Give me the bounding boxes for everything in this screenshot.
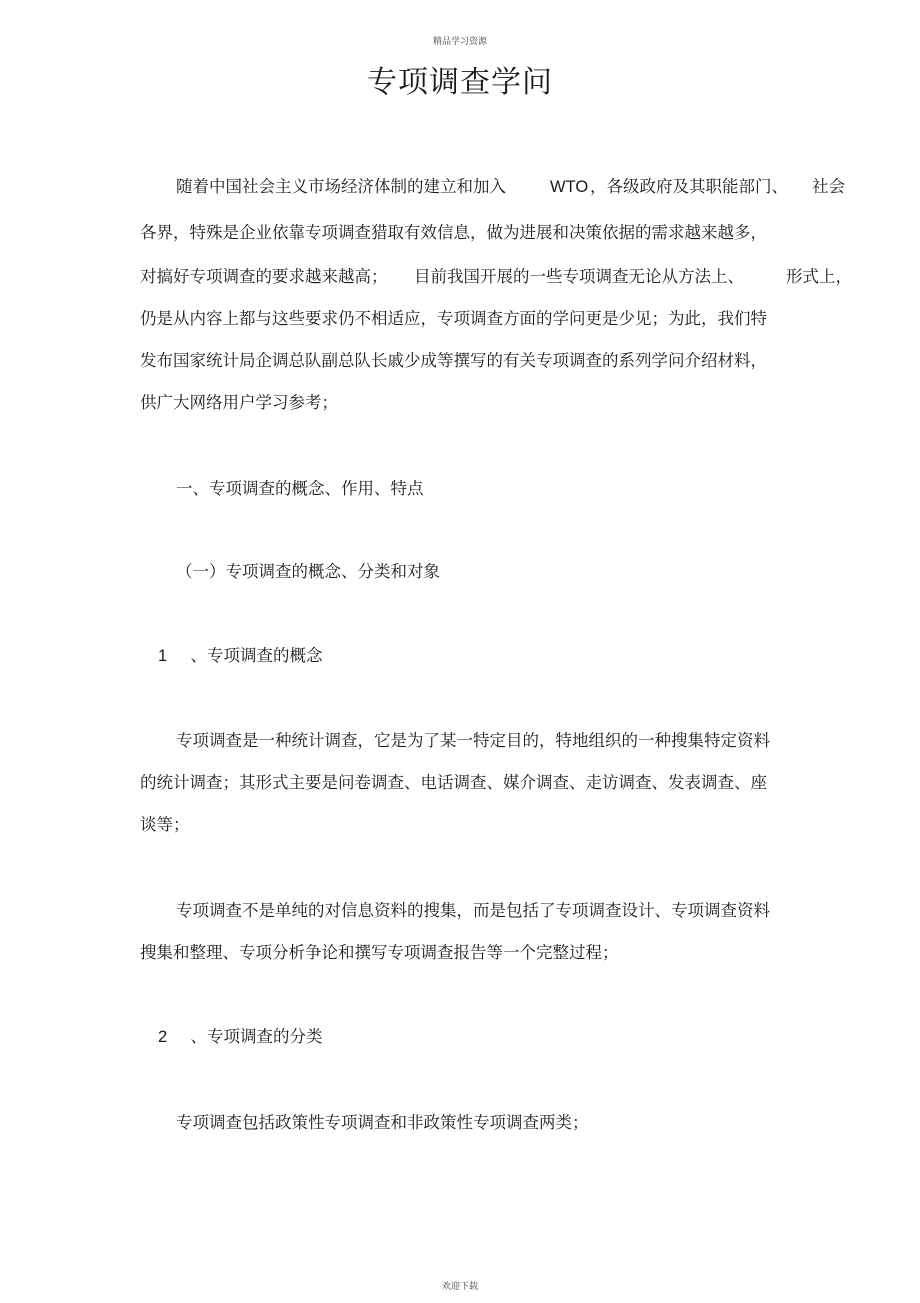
paragraph-line: 搜集和整理、专项分析争论和撰写专项调查报告等一个完整过程； [140, 943, 619, 962]
intro-line [176, 177, 506, 197]
paragraph-line: 专项调查不是单纯的对信息资料的搜集，而是包括了专项调查设计、专项调查资料 [176, 901, 770, 920]
intro-line: 发布国家统计局企调总队副总队长戚少成等撰写的有关专项调查的系列学问介绍材料， [140, 351, 767, 370]
section-heading: 一、专项调查的概念、作用、特点 [176, 479, 424, 498]
item-label: 、专项调查的概念 [190, 646, 323, 665]
intro-line [812, 177, 845, 197]
paragraph-line: 的统计调查；其形式主要是问卷调查、电话调查、媒介调查、走访调查、发表调查、座 [140, 773, 767, 792]
intro-line [140, 267, 388, 287]
intro-line [590, 177, 788, 197]
item-heading [158, 646, 322, 666]
paragraph-line: 谈等； [140, 815, 190, 834]
intro-line [786, 267, 852, 287]
paragraph-line: 专项调查是一种统计调查，它是为了某一特定目的，特地组织的一种搜集特定资料 [176, 731, 770, 750]
item-number: 1 [158, 647, 168, 665]
page-footer: 欢迎下载 [441, 1282, 478, 1292]
item-number: 2 [158, 1028, 168, 1046]
text-run: ，各级政府及其职能部门、 [590, 177, 788, 196]
text-run: 目前我国开展的一些专项调查无论从方法上、 [414, 267, 744, 286]
text-run: 随着中国社会主义市场经济体制的建立和加入 [176, 177, 506, 196]
subsection-heading: （一）专项调查的概念、分类和对象 [176, 562, 440, 581]
text-run: 形式上， [786, 267, 852, 286]
intro-line: 供广大网络用户学习参考； [140, 393, 338, 412]
text-run: WTO [550, 178, 589, 196]
item-heading [158, 1027, 322, 1047]
text-run: 对搞好专项调查的要求越来越高； [140, 267, 388, 286]
intro-line [550, 177, 588, 197]
page-header: 精品学习资源 [432, 37, 487, 47]
item-label: 、专项调查的分类 [190, 1027, 323, 1046]
text-run: 社会 [812, 177, 845, 196]
document-title: 专项调查学问 [367, 65, 553, 100]
intro-line [414, 267, 744, 287]
intro-line: 仍是从内容上都与这些要求仍不相适应，专项调查方面的学问更是少见；为此，我们特 [140, 309, 767, 328]
intro-line: 各界，特殊是企业依靠专项调查猎取有效信息，做为进展和决策依据的需求越来越多， [140, 223, 767, 242]
paragraph-line: 专项调查包括政策性专项调查和非政策性专项调查两类； [176, 1113, 589, 1132]
